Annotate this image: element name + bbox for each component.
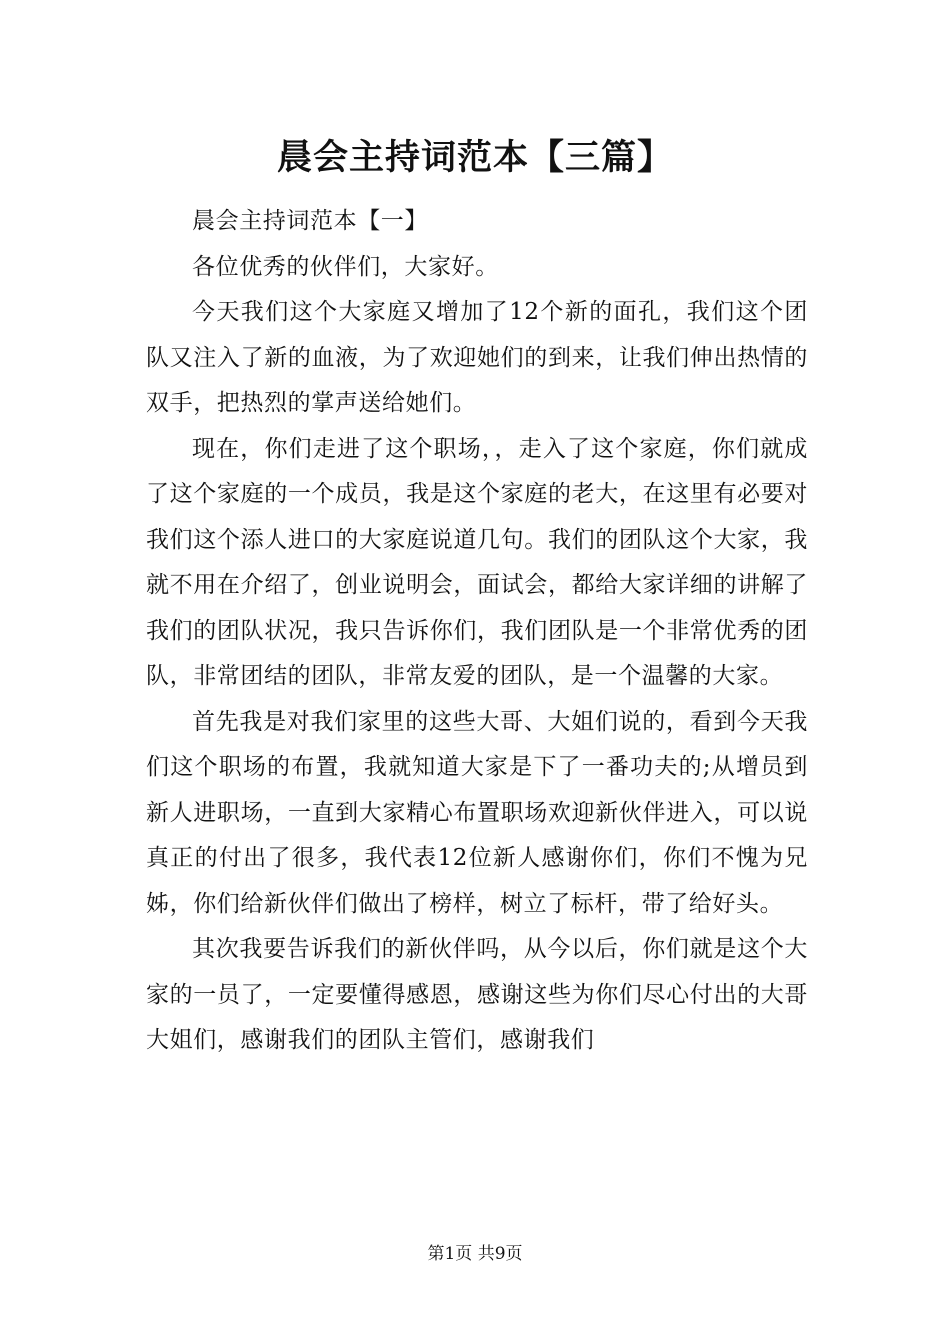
- paragraph-greeting: 各位优秀的伙伴们，大家好。: [192, 253, 499, 280]
- paragraph: 其次我要告诉我们的新伙伴吗，从今以后，你们就是这个大家的一员了，一定要懂得感恩，感谢这些为你们尽心付出的大哥大姐们，感谢我们的团队主管们，感谢我们: [146, 936, 808, 1053]
- page-footer: [0, 1243, 950, 1265]
- paragraph: 首先我是对我们家里的这些大哥、大姐们说的，看到今天我们这个职场的布置，我就知道大家是下了一番功夫的;从增员到新人进职场，一直到大家精心布置职场欢迎新伙伴进入，可以说真正的付出了很多，我代表12位新人感谢你们，你们不愧为兄姊，你们给新伙伴们做出了榜样，树立了标杆，带了给好头。: [146, 708, 808, 917]
- document-title: 晨会主持词范本【三篇】: [276, 137, 673, 178]
- paragraph-section-heading: 晨会主持词范本【一】: [192, 208, 428, 234]
- page-indicator: 第1页 共9页: [427, 1244, 523, 1264]
- paragraph: 现在，你们走进了这个职场，，走入了这个家庭，你们就成了这个家庭的一个成员，我是这个家庭的老大，在这里有必要对我们这个添人进口的大家庭说道几句。我们的团队这个大家，我就不用在介绍了，创业说明会，面试会，都给大家详细的讲解了我们的团队状况，我只告诉你们，我们团队是一个非常优秀的团队，非常团结的团队，非常友爱的团队，是一个温馨的大家。: [146, 435, 808, 689]
- document-body: [146, 199, 808, 1064]
- paragraph: 今天我们这个大家庭又增加了12个新的面孔，我们这个团队又注入了新的血液，为了欢迎她们的到来，让我们伸出热情的双手，把热烈的掌声送给她们。: [146, 299, 808, 416]
